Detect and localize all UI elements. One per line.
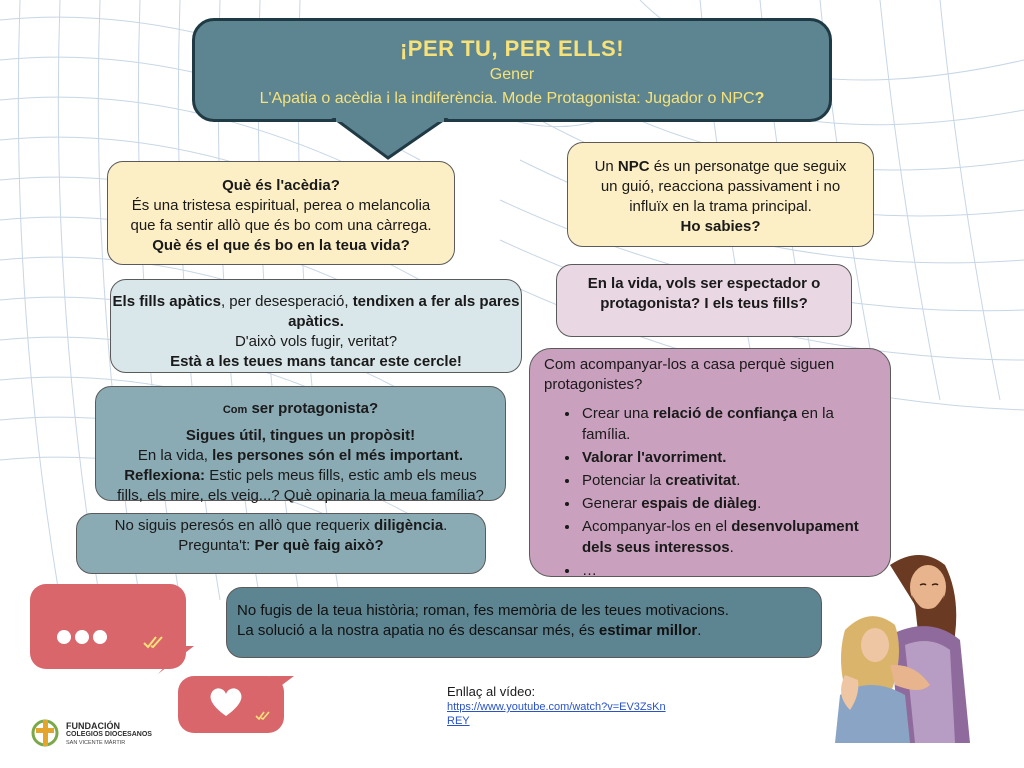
month-label: Gener	[489, 66, 535, 83]
page-subtitle	[195, 89, 829, 109]
chat-bubble-tail	[158, 646, 194, 676]
spectator-line-2: protagonista? I els teus fills?	[600, 295, 808, 312]
diligence-bold-2: Per què faig això?	[254, 537, 384, 554]
cross-logo-icon	[30, 717, 62, 749]
chat-bubble-heart	[178, 676, 284, 733]
spectator-line-1: En la vida, vols ser espectador o	[587, 275, 821, 292]
acedia-question: Què és l'acèdia?	[222, 177, 340, 194]
apatics-text-1: , per desesperació,	[220, 293, 353, 310]
video-link-label: Enllaç al vídeo:	[447, 684, 536, 699]
npc-line-2: un guió, reacciona passivament i no	[600, 178, 841, 195]
protagonist-small-word: Com	[222, 404, 248, 416]
protagonist-line-3a: En la vida,	[137, 447, 213, 464]
apatics-bold-1: Els fills apàtics	[112, 293, 221, 310]
history-line-2b: estimar millor	[598, 622, 698, 639]
history-box	[226, 587, 822, 658]
protagonist-line-2: Sigues útil, tingues un propòsit!	[185, 427, 416, 444]
list-item: • …	[580, 560, 876, 577]
diligence-bold-1: diligència	[373, 517, 444, 534]
diligence-text-3: Pregunta't:	[178, 537, 255, 554]
list-item: • Valorar l'avorriment.	[580, 447, 876, 468]
list-item: • Acompanyar-los en el desenvolupament dels seus interessos.	[580, 516, 876, 558]
foundation-logo	[30, 715, 180, 751]
protagonist-question: ser protagonista?	[247, 400, 379, 417]
apatics-line-2: D'això vols fugir, veritat?	[234, 333, 398, 350]
npc-term: NPC	[617, 158, 650, 175]
accompany-box	[529, 348, 891, 577]
logo-line-1: FUNDACIÓN	[66, 721, 120, 731]
protagonist-line-5: fills, els mire, els veig...? Què opinaria la meua família?	[117, 487, 484, 504]
header-bubble-tail	[330, 118, 450, 162]
list-item: • Generar espais de diàleg.	[580, 493, 876, 514]
npc-text-post: és un personatge que seguix	[649, 158, 847, 175]
video-link[interactable]: https://www.youtube.com/watch?v=EV3ZsKnREY	[447, 701, 666, 727]
apathetic-children-box	[110, 279, 522, 373]
history-line-2c: .	[697, 622, 702, 639]
acedia-definition-1: És una tristesa espiritual, perea o melancolia	[131, 197, 431, 214]
list-item: • Potenciar la creativitat.	[580, 470, 876, 491]
history-line-1: No fugis de la teua història; roman, fes memòria de les teues motivacions.	[237, 602, 729, 619]
accompany-intro: Com acompanyar-los a casa perquè siguen protagonistes?	[544, 356, 835, 393]
diligence-text-2: .	[443, 517, 448, 534]
logo-line-3: SAN VICENTE MÁRTIR	[66, 740, 126, 746]
apatics-bold-2: tendixen a fer als pares apàtics.	[288, 293, 520, 330]
header-banner	[192, 18, 832, 122]
protagonist-line-3b: les persones són el més important.	[212, 447, 464, 464]
subtitle-question-mark: ?	[754, 90, 765, 107]
apatics-line-3: Està a les teues mans tancar este cercle!	[170, 353, 462, 370]
acedia-box	[107, 161, 455, 265]
protagonist-reflect-label: Reflexiona:	[124, 467, 206, 484]
double-check-icon	[254, 710, 274, 722]
npc-box	[567, 142, 874, 247]
jesus-embrace-illustration	[820, 545, 980, 743]
protagonist-line-4: Estic pels meus fills, estic amb els meus	[205, 467, 477, 484]
protagonist-box	[95, 386, 506, 504]
logo-line-2: COLEGIOS DIOCESANOS	[66, 731, 152, 738]
history-line-2a: La solució a la nostra apatia no és descansar més, és	[237, 622, 599, 639]
npc-question: Ho sabies?	[680, 218, 761, 235]
heart-icon	[208, 686, 244, 718]
typing-dots-icon	[57, 630, 111, 649]
page-title: ¡PER TU, PER ELLS!	[399, 36, 625, 61]
diligence-text-1: No siguis peresós en allò que requerix	[114, 517, 374, 534]
subtitle-text: L'Apatia o acèdia i la indiferència. Mode Protagonista: Jugador o NPC	[259, 90, 755, 107]
list-item: • Crear una relació de confiança en la família.	[580, 403, 876, 445]
npc-line-3: influïx en la trama principal.	[629, 198, 812, 215]
npc-text-pre: Un	[594, 158, 618, 175]
spectator-question-box	[556, 264, 852, 337]
acedia-question-2: Què és el que és bo en la teua vida?	[152, 237, 410, 254]
diligence-box	[76, 513, 486, 574]
chat-bubble-tail	[270, 676, 294, 696]
acedia-definition-2: que fa sentir allò que és bo com una càrrega.	[130, 217, 432, 234]
